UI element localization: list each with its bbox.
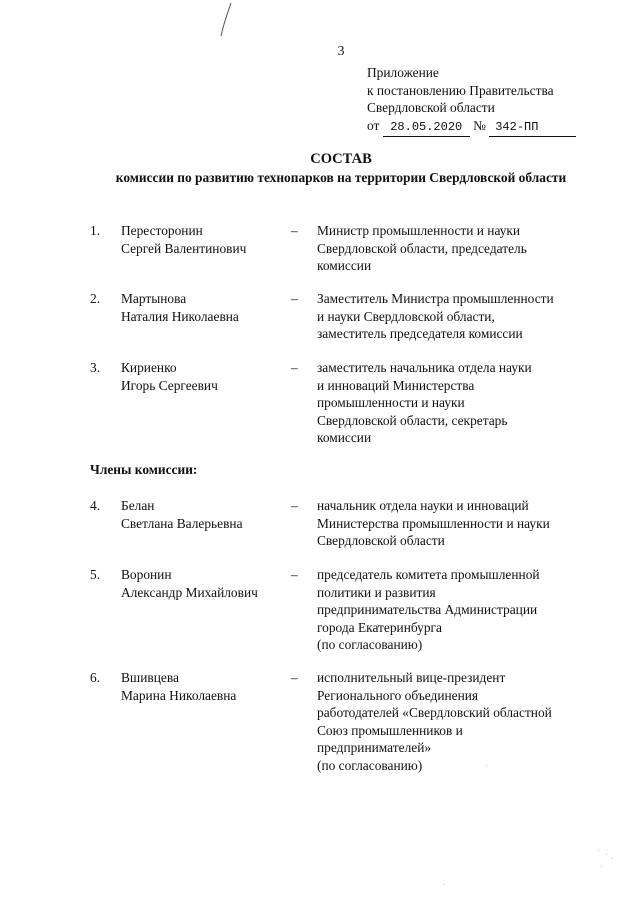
member-number: 2. [90, 291, 101, 306]
member-name: Пересторонин Сергей Валентинович [121, 223, 247, 256]
member-number: 4. [90, 498, 101, 513]
scan-speck [606, 854, 607, 855]
resolution-date: 28.05.2020 [383, 119, 470, 138]
member-name: Кириенко Игорь Сергеевич [121, 360, 218, 393]
member-dash: – [291, 670, 298, 685]
member-number: 5. [90, 567, 101, 582]
appendix-block [367, 64, 576, 137]
members-heading: Члены комиссии: [90, 462, 198, 477]
member-role: председатель комитета промышленной политики и развития предпринимательства Администрации города Екатеринбурга (по согласованию) [317, 567, 540, 652]
handwritten-mark [218, 2, 234, 38]
member-number: 6. [90, 670, 101, 685]
scan-speck [598, 850, 599, 851]
appendix-line-1: Приложение [367, 65, 439, 80]
appendix-line-3: Свердловской области [367, 100, 495, 115]
document-title: СОСТАВ [310, 151, 372, 167]
scan-speck [601, 866, 602, 867]
resolution-reference [367, 117, 576, 138]
member-role: заместитель начальника отдела науки и инноваций Министерства промышленности и науки Свердловской области, секретарь комиссии [317, 360, 532, 445]
member-dash: – [291, 360, 298, 375]
from-label: от [367, 117, 380, 133]
member-number: 3. [90, 360, 101, 375]
member-name: Белан Светлана Валерьевна [121, 498, 243, 531]
member-dash: – [291, 498, 298, 513]
member-role: Заместитель Министра промышленности и науки Свердловской области, заместитель председателя комиссии [317, 291, 554, 341]
document-subtitle: комиссии по развитию технопарков на территории Свердловской области [115, 170, 567, 185]
member-number: 1. [90, 223, 101, 238]
appendix-line-2: к постановлению Правительства [367, 82, 554, 98]
page-number: 3 [337, 44, 345, 59]
scan-speck [444, 884, 445, 885]
member-name: Воронин Александр Михайлович [121, 567, 258, 600]
scan-speck [486, 765, 487, 766]
number-label: № [473, 117, 486, 133]
member-name: Мартынова Наталия Николаевна [121, 291, 239, 324]
member-name: Вшивцева Марина Николаевна [121, 670, 237, 703]
member-dash: – [291, 223, 298, 238]
resolution-number: 342-ПП [489, 119, 576, 138]
member-role: исполнительный вице-президент Регионального объединения работодателей «Свердловский областной Союз промышленников и предпринимателей» (по согласованию) [317, 670, 552, 773]
member-role: начальник отдела науки и инноваций Министерства промышленности и науки Свердловской области [317, 498, 550, 548]
member-dash: – [291, 567, 298, 582]
member-dash: – [291, 291, 298, 306]
member-role: Министр промышленности и науки Свердловской области, председатель комиссии [317, 223, 527, 273]
scan-speck [612, 858, 613, 859]
